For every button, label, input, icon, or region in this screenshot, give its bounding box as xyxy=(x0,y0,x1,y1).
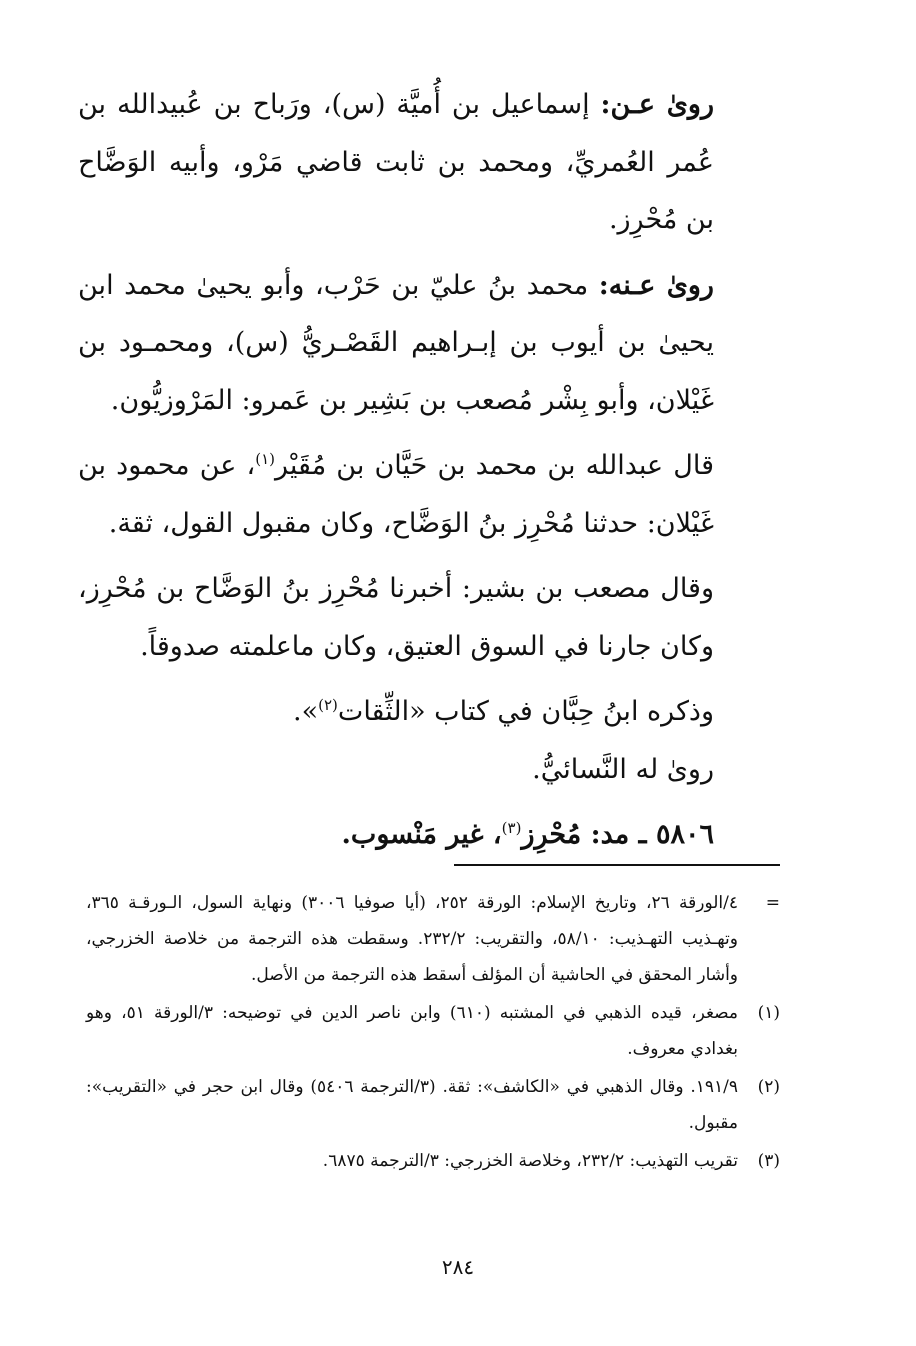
narrated-from-label: روىٰ عـن: xyxy=(600,89,714,120)
footnote-ref-2[interactable]: (٢) xyxy=(318,696,338,714)
nasai-paragraph xyxy=(78,741,780,799)
ibn-hibban-paragraph xyxy=(78,683,780,741)
footnote-3 xyxy=(86,1143,780,1179)
footnote-continued xyxy=(86,885,780,993)
footnote-divider xyxy=(454,864,780,866)
footnote-text: ١٩١/٩. وقال الذهبي في «الكاشف»: ثقة. (٣/الترجمة ٥٤٠٦) وقال ابن حجر في «التقريب»: مقبول. xyxy=(86,1077,739,1133)
entry-heading-text-start: ٥٨٠٦ ـ مد: مُحْرِز xyxy=(521,819,714,850)
narrated-from-text: إسماعيل بن أُميَّة (س)، ورَباح بن عُبيدالله بن عُمر العُمريِّ، ومحمد بن ثابت قاضي مَرْو، وأبيه الوَضَّاح بن مُحْرِز. xyxy=(78,89,714,235)
entry-heading xyxy=(78,806,780,864)
footnote-2 xyxy=(86,1069,780,1141)
musab-quote-paragraph xyxy=(78,560,780,675)
footnote-mark: (٣) xyxy=(757,1151,780,1171)
page-number: ٢٨٤ xyxy=(441,1255,475,1279)
footnote-ref-3[interactable]: (٣) xyxy=(501,819,522,837)
narrated-by-text: محمد بنُ عليّ بن حَرْب، وأبو يحيىٰ محمد ابن يحيىٰ بن أيوب بن إبـراهيم القَصْـريُّ (س)، ومحمـود بن غَيْلان، وأبو بِشْر مُصعب بن بَشِير بن عَمرو: المَرْوزيُّون. xyxy=(78,269,714,416)
narrated-by-paragraph xyxy=(78,257,780,430)
footnote-mark: (٢) xyxy=(757,1077,780,1097)
footnote-ref-1[interactable]: (١) xyxy=(255,450,276,468)
nasai-text: روىٰ له النَّسائيُّ. xyxy=(532,753,714,785)
footnote-1 xyxy=(86,995,780,1067)
musab-quote-text: وقال مصعب بن بشير: أخبرنا مُحْرِز بنُ الوَضَّاح بن مُحْرِز، وكان جارنا في السوق العتيق، وكان ماعلمته صدوقاً. xyxy=(78,573,714,662)
footnote-text: تقريب التهذيب: ٢٣٢/٢، وخلاصة الخزرجي: ٣/الترجمة ٦٨٧٥. xyxy=(322,1151,738,1171)
narrated-by-label: روىٰ عـنه: xyxy=(598,269,714,301)
quote-text-end: ، عن محمود بن غَيْلان: حدثنا مُحْرِز بنُ الوَضَّاح، وكان مقبول القول، ثقة. xyxy=(78,450,714,539)
main-text xyxy=(78,76,780,864)
footnote-mark: = xyxy=(765,893,780,913)
ibn-hibban-text-start: وذكره ابنُ حِبَّان في كتاب «الثِّقات xyxy=(337,696,714,727)
narrated-from-paragraph xyxy=(78,76,780,249)
entry-heading-text-end: ، غير مَنْسوب. xyxy=(341,819,502,850)
footnote-mark: (١) xyxy=(757,1003,780,1023)
ibn-hayyan-quote-paragraph xyxy=(78,437,780,552)
footnote-text: مصغر، قيده الذهبي في المشتبه (٦١٠) وابن ناصر الدين في توضيحه: ٣/الورقة ٥١، وهو بغدادي معروف. xyxy=(86,1003,738,1059)
footnotes-section xyxy=(86,885,780,1181)
ibn-hibban-text-end: ». xyxy=(293,696,319,727)
quote-text-start: قال عبدالله بن محمد بن حَيَّان بن مُقَيْر xyxy=(275,450,714,481)
footnote-text: ٤/الورقة ٢٦، وتاريخ الإسلام: الورقة ٢٥٢، (أيا صوفيا ٣٠٠٦) ونهاية السول، الـورقـة ٣٦٥، وتهـذيب التهـذيب: ٥٨/١٠، والتقريب: ٢٣٢/٢. وسقطت هذه الترجمة من خلاصة الخزرجي، وأشار المحقق في الحاشية أن المؤلف أسقط هذه الترجمة من الأصل. xyxy=(86,893,738,985)
